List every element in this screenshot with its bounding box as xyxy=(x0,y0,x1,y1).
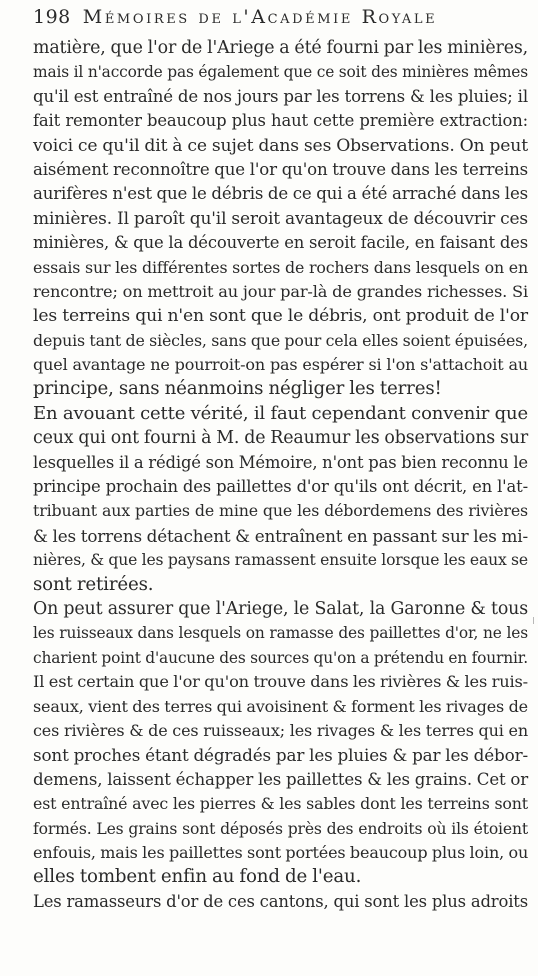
text-line: elles tombent enfin au fond de l'eau. xyxy=(33,866,362,888)
text-line: demens, laissent échapper les paillettes & les grains. Cet or xyxy=(33,769,528,789)
text-line: mais il n'accorde pas également que ce soit des minières mêmes xyxy=(33,63,528,82)
text-line: sont retirées. xyxy=(33,573,154,595)
text-line: voici ce qu'il dit à ce sujet dans ses Observations. On peut xyxy=(33,135,528,156)
text-line: les terreins qui n'en sont que le débris, ont produit de l'or xyxy=(33,306,528,327)
body-text xyxy=(33,36,528,914)
text-line: minières. Il paroît qu'il seroit avantageux de découvrir ces xyxy=(33,208,528,229)
text-line: ceux qui ont fourni à M. de Reaumur les observations sur xyxy=(33,428,528,449)
text-line: matière, que l'or de l'Ariege a été fourni par les minières, xyxy=(33,38,528,58)
text-line: charient point d'aucune des sources qu'on a prétendu en fournir. xyxy=(33,648,528,667)
text-line: principe, sans néanmoins négliger les terres! xyxy=(33,378,442,400)
text-line: Les ramasseurs d'or de ces cantons, qui sont les plus adroits xyxy=(33,891,528,911)
text-line: aisément reconnoître que l'or qu'on trouve dans les terreins xyxy=(33,159,528,179)
running-title: Mémoires de l'Académie Royale xyxy=(82,6,438,28)
text-line: aurifères n'est que le débris de ce qui a été arraché dans les xyxy=(33,184,528,204)
text-line: rencontre; on mettroit au jour par-là de grandes richesses. Si xyxy=(33,281,528,301)
text-line: nières, & que les paysans ramassent ensuite lorsque les eaux se xyxy=(33,551,528,570)
text-line: Il est certain que l'or qu'on trouve dans les rivières & les ruis- xyxy=(33,672,528,692)
text-line: essais sur les différentes sortes de rochers dans lesquels on en xyxy=(33,257,528,277)
text-line: qu'il est entraîné de nos jours par les torrens & les pluies; il xyxy=(33,86,528,106)
text-line: En avouant cette vérité, il faut cependant convenir que xyxy=(33,402,528,424)
text-line: fait remonter beaucoup plus haut cette première extraction: xyxy=(33,111,528,131)
text-line: minières, & que la découverte en seroit facile, en faisant des xyxy=(33,233,528,253)
text-line: ces rivières & de ces ruisseaux; les rivages & les terres qui en xyxy=(33,720,528,740)
text-line: tribuant aux parties de mine que les débordemens des rivières xyxy=(33,501,528,521)
page-number: 198 xyxy=(33,6,71,28)
text-line: seaux, vient des terres qui avoisinent & forment les rivages de xyxy=(33,696,528,716)
text-line: sont proches étant dégradés par les pluies & par les débor- xyxy=(33,745,528,766)
text-line: quel avantage ne pourroit-on pas espérer si l'on s'attachoit au xyxy=(33,355,528,375)
text-line: est entraîné avec les pierres & les sables dont les terreins sont xyxy=(33,794,528,814)
page-edge-mark xyxy=(533,617,534,624)
text-line: depuis tant de siècles, sans que pour cela elles soient épuisées, xyxy=(33,330,528,350)
running-head xyxy=(33,4,437,30)
text-line: principe prochain des paillettes d'or qu'ils ont décrit, en l'at- xyxy=(33,477,528,497)
text-line: les ruisseaux dans lesquels on ramasse des paillettes d'or, ne les xyxy=(33,624,528,643)
text-line: & les torrens détachent & entraînent en passant sur les mi- xyxy=(33,525,528,546)
text-line: enfouis, mais les paillettes sont portées beaucoup plus loin, ou xyxy=(33,842,529,862)
text-line: On peut assurer que l'Ariege, le Salat, la Garonne & tous xyxy=(33,598,528,619)
text-line: lesquelles il a rédigé son Mémoire, n'ont pas bien reconnu le xyxy=(33,452,528,472)
text-line: formés. Les grains sont déposés près des endroits où ils étoient xyxy=(33,819,528,838)
